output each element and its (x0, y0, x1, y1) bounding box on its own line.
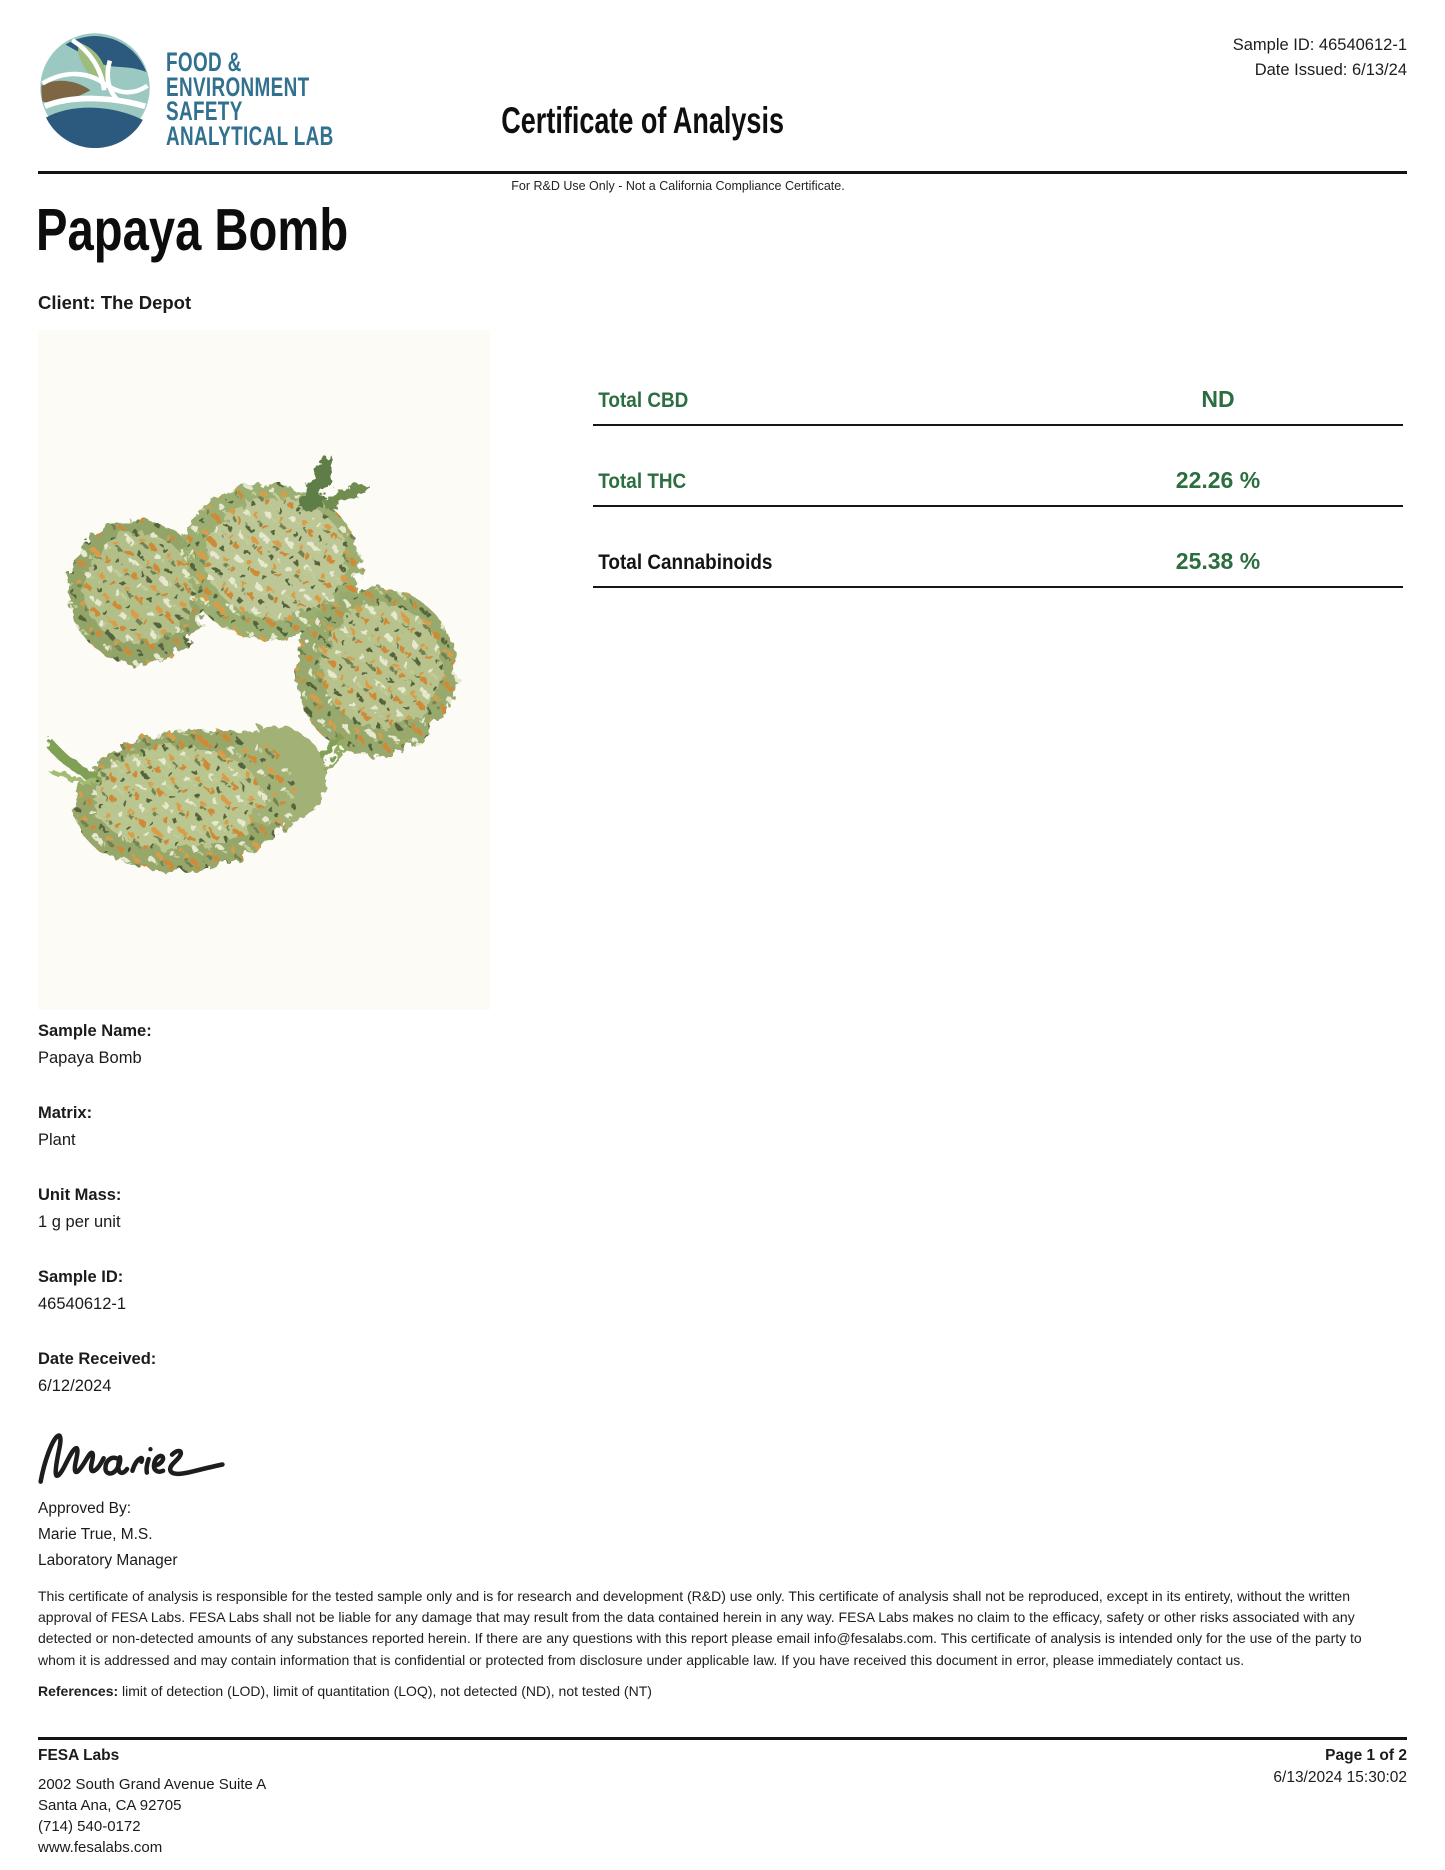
detail-label: Sample ID: (38, 1268, 124, 1286)
approver-name: Marie True, M.S. (38, 1526, 153, 1543)
detail-label: Date Received: (38, 1350, 157, 1368)
fesa-logo (38, 28, 406, 153)
detail-label: Unit Mass: (38, 1186, 122, 1204)
detail-value: 6/12/2024 (38, 1377, 112, 1395)
table-row (593, 345, 1403, 426)
client-name: Client: The Depot (38, 292, 192, 313)
header-rule (38, 171, 1407, 174)
address-line: 2002 South Grand Avenue Suite A (38, 1776, 267, 1793)
fesa-logo-icon (38, 28, 152, 153)
detail-value: 1 g per unit (38, 1213, 121, 1231)
date-issued-text: Date Issued: 6/13/24 (1254, 61, 1407, 79)
detail-label: Matrix: (38, 1104, 93, 1122)
list-item (38, 1348, 156, 1397)
references-text: References: limit of detection (LOD), limit of quantitation (LOQ), not detected (ND), not tested (NT) (38, 1682, 652, 1699)
analyte-label: Total CBD (598, 388, 689, 412)
cannabis-bud-photo (38, 330, 490, 1010)
references-label: References: (38, 1682, 119, 1699)
list-item (38, 1266, 156, 1315)
certificate-title: Certificate of Analysis (501, 100, 785, 141)
table-row (593, 507, 1403, 588)
list-item (38, 1102, 156, 1151)
disclaimer-text: This certificate of analysis is responsible for the tested sample only and is for research and development (R&D) use only. This certificate of analysis shall not be reproduced, except in its entirety, without the written approval of FESA Labs. FESA Labs shall not be liable for any damage that may result from the data contained herein in any way. FESA Labs makes no claim to the efficacy, safety or other risks associated with any detected or non-detected amounts of any substances reported herein. If there are any questions with this report please email info@fesalabs.com. This certificate of analysis is intended only for the use of the party to whom it is addressed and may contain information that is confidential or protected from disclosure under applicable law. If you have received this document in error, please immediately contact us. (38, 1588, 1362, 1668)
analyte-value: ND (1201, 386, 1235, 412)
approver-title: Laboratory Manager (38, 1552, 178, 1569)
website-text: www.fesalabs.com (38, 1839, 163, 1856)
address-line: Santa Ana, CA 92705 (38, 1797, 182, 1814)
print-timestamp: 6/13/2024 15:30:02 (1273, 1769, 1407, 1786)
analyte-value: 25.38 % (1175, 548, 1261, 574)
address-line: (714) 540-0172 (38, 1818, 141, 1835)
lab-address (38, 1774, 266, 1858)
approved-by-label: Approved By: (38, 1500, 132, 1517)
approval-block (38, 1424, 232, 1574)
detail-label: Sample Name: (38, 1022, 152, 1040)
detail-value: Papaya Bomb (38, 1049, 142, 1067)
results-table (593, 345, 1403, 588)
analyte-label: Total THC (598, 469, 687, 493)
footer-page-info (1273, 1746, 1407, 1790)
sample-id-text: Sample ID: 46540612-1 (1232, 36, 1407, 54)
detail-value: 46540612-1 (38, 1295, 127, 1313)
disclaimer-block (38, 1586, 1370, 1702)
list-item (38, 1020, 156, 1069)
footer-rule (38, 1737, 1407, 1740)
list-item (38, 1184, 156, 1233)
footer-lab-info (38, 1746, 266, 1858)
logo-text: FOOD & ENVIRONMENT SAFETY ANALYTICAL LAB (166, 47, 334, 151)
header-meta (1233, 33, 1407, 83)
analyte-value: 22.26 % (1175, 467, 1261, 493)
analyte-label: Total Cannabinoids (598, 550, 773, 574)
table-row (593, 426, 1403, 507)
compliance-subtitle: For R&D Use Only - Not a California Compliance Certificate. (511, 179, 845, 193)
page-indicator: Page 1 of 2 (1325, 1747, 1407, 1764)
detail-value: Plant (38, 1131, 76, 1149)
sample-details (38, 1020, 156, 1430)
product-name: Papaya Bomb (36, 197, 349, 263)
lab-name: FESA Labs (38, 1747, 120, 1764)
signature-image (38, 1424, 232, 1496)
title-block (408, 100, 878, 142)
